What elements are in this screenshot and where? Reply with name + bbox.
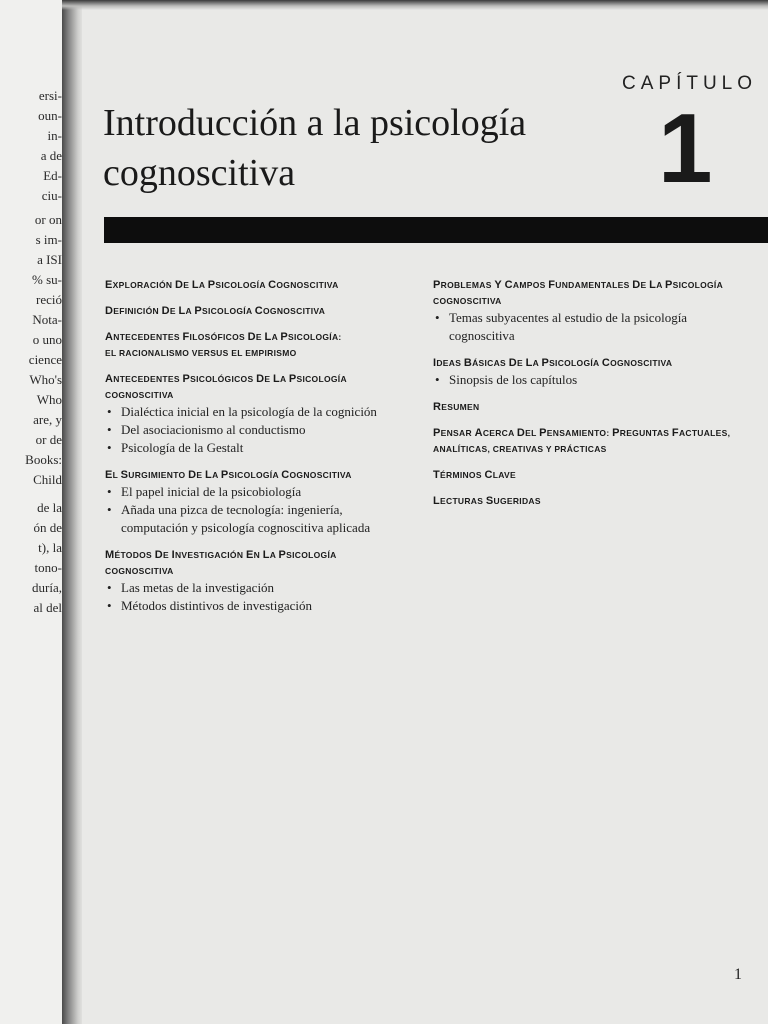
toc-section (105, 467, 405, 537)
toc-section-heading (433, 467, 753, 483)
adjacent-page-text-fragment: ciu- (41, 188, 62, 203)
toc-heading-text: PENSAR ACERCA DEL PENSAMIENTO: PREGUNTAS FACTUALES, (433, 427, 731, 439)
adjacent-page-text-fragment: or on (34, 212, 62, 227)
toc-subitem: • Las metas de la investigación (105, 579, 405, 597)
adjacent-page-text-fragment: o uno (32, 332, 62, 347)
toc-section (105, 303, 405, 319)
adjacent-page-text-fragment: Child (33, 472, 62, 487)
toc-heading-text: LECTURAS SUGERIDAS (433, 495, 541, 507)
adjacent-page-text-fragment: Who's (29, 372, 62, 387)
toc-section-heading (105, 371, 405, 387)
adjacent-page-text-fragment: oun- (38, 108, 62, 123)
toc-section-heading-cont: EL RACIONALISMO VERSUS EL EMPIRISMO (105, 348, 297, 358)
toc-section (433, 493, 753, 509)
toc-section (105, 329, 405, 361)
toc-section-heading (105, 329, 405, 345)
adjacent-page-text-fragment: reció (36, 292, 62, 307)
adjacent-page-text-fragment: Who (36, 392, 62, 407)
toc-section (433, 355, 753, 389)
toc-section-heading (105, 277, 405, 293)
toc-subitems (433, 309, 753, 345)
toc-section-heading (105, 467, 405, 483)
toc-section-heading (433, 493, 753, 509)
toc-section (433, 399, 753, 415)
adjacent-page-text-fragment: Nota- (32, 312, 62, 327)
chapter-divider-bar (104, 217, 768, 243)
adjacent-page-text-fragment: a ISI (37, 252, 62, 267)
toc-section-heading (433, 399, 753, 415)
adjacent-page-text-fragment: s im- (35, 232, 62, 247)
toc-subitems (105, 579, 405, 615)
toc-subitems (105, 483, 405, 537)
toc-section (433, 467, 753, 483)
toc-section-heading-cont: COGNOSCITIVA (105, 390, 174, 400)
chapter-title-line2: cognoscitiva (103, 152, 296, 194)
adjacent-page-text-fragment: Books: (25, 452, 62, 467)
toc-subitem: • Métodos distintivos de investigación (105, 597, 405, 615)
toc-section-heading (105, 547, 405, 563)
toc-heading-text: TÉRMINOS CLAVE (433, 469, 516, 481)
toc-subitems (105, 403, 405, 457)
toc-subitem: • Del asociacionismo al conductismo (105, 421, 405, 439)
toc-heading-text: ANTECEDENTES PSICOLÓGICOS DE LA PSICOLOGÍA (105, 373, 347, 385)
toc-section-heading (433, 425, 753, 441)
toc-heading-text: ANTECEDENTES FILOSÓFICOS DE LA PSICOLOGÍA: (105, 331, 342, 343)
toc-right-column (433, 277, 753, 519)
book-gutter (62, 0, 82, 1024)
adjacent-page-text-fragment: ersi- (38, 88, 62, 103)
chapter-label: CAPÍTULO (622, 73, 758, 94)
adjacent-page-text-fragment: duría, (32, 580, 62, 595)
toc-section-heading (433, 355, 753, 371)
adjacent-page-edge (0, 0, 66, 1024)
adjacent-page-text-fragment: a de (40, 148, 62, 163)
adjacent-page-text-fragment: are, y (33, 412, 62, 427)
chapter-number: 1 (658, 93, 713, 203)
toc-subitem: • Dialéctica inicial en la psicología de la cognición (105, 403, 405, 421)
adjacent-page-text-fragment: Ed- (43, 168, 62, 183)
page-top-shadow (62, 0, 768, 10)
adjacent-page-text-fragment: ón de (33, 520, 62, 535)
toc-heading-text: DEFINICIÓN DE LA PSICOLOGÍA COGNOSCITIVA (105, 305, 326, 317)
adjacent-page-text-fragment: in- (47, 128, 62, 143)
adjacent-page-text-fragment: al del (33, 600, 62, 615)
toc-section-heading-cont: ANALÍTICAS, CREATIVAS Y PRÁCTICAS (433, 444, 607, 454)
toc-section (105, 277, 405, 293)
toc-section (105, 371, 405, 457)
toc-subitem: • Sinopsis de los capítulos (433, 371, 753, 389)
toc-section (433, 277, 753, 345)
toc-section (105, 547, 405, 615)
toc-subitem: • Añada una pizca de tecnología: ingeniería, computación y psicología cognoscitiva aplicada (105, 501, 405, 537)
toc-subitem: • El papel inicial de la psicobiología (105, 483, 405, 501)
adjacent-page-text-fragment: t), la (38, 540, 62, 555)
adjacent-page-text-fragment: tono- (34, 560, 62, 575)
chapter-title (103, 98, 623, 198)
page-number: 1 (734, 966, 742, 983)
adjacent-page-text-fragment: de la (37, 500, 62, 515)
toc-section-heading-cont: COGNOSCITIVA (433, 296, 502, 306)
toc-subitem: • Temas subyacentes al estudio de la psicología cognoscitiva (433, 309, 753, 345)
toc-section-heading-cont: COGNOSCITIVA (105, 566, 174, 576)
adjacent-page-text-fragment: or de (35, 432, 62, 447)
adjacent-page-text-fragment: cience (28, 352, 62, 367)
toc-heading-text: RESUMEN (433, 401, 480, 413)
toc-section-heading (105, 303, 405, 319)
toc-heading-text: IDEAS BÁSICAS DE LA PSICOLOGÍA COGNOSCITIVA (433, 357, 673, 369)
toc-subitem: • Psicología de la Gestalt (105, 439, 405, 457)
toc-heading-text: PROBLEMAS Y CAMPOS FUNDAMENTALES DE LA PSICOLOGÍA (433, 279, 724, 291)
chapter-title-line1: Introducción a la psicología (103, 102, 527, 144)
toc-subitems (433, 371, 753, 389)
toc-heading-text: MÉTODOS DE INVESTIGACIÓN EN LA PSICOLOGÍA (105, 549, 337, 561)
toc-heading-text: EXPLORACIÓN DE LA PSICOLOGÍA COGNOSCITIVA (105, 279, 339, 291)
adjacent-page-text-fragment: % su- (32, 272, 62, 287)
toc-heading-text: EL SURGIMIENTO DE LA PSICOLOGÍA COGNOSCITIVA (105, 469, 352, 481)
toc-section (433, 425, 753, 457)
toc-left-column (105, 277, 405, 625)
toc-section-heading (433, 277, 753, 293)
